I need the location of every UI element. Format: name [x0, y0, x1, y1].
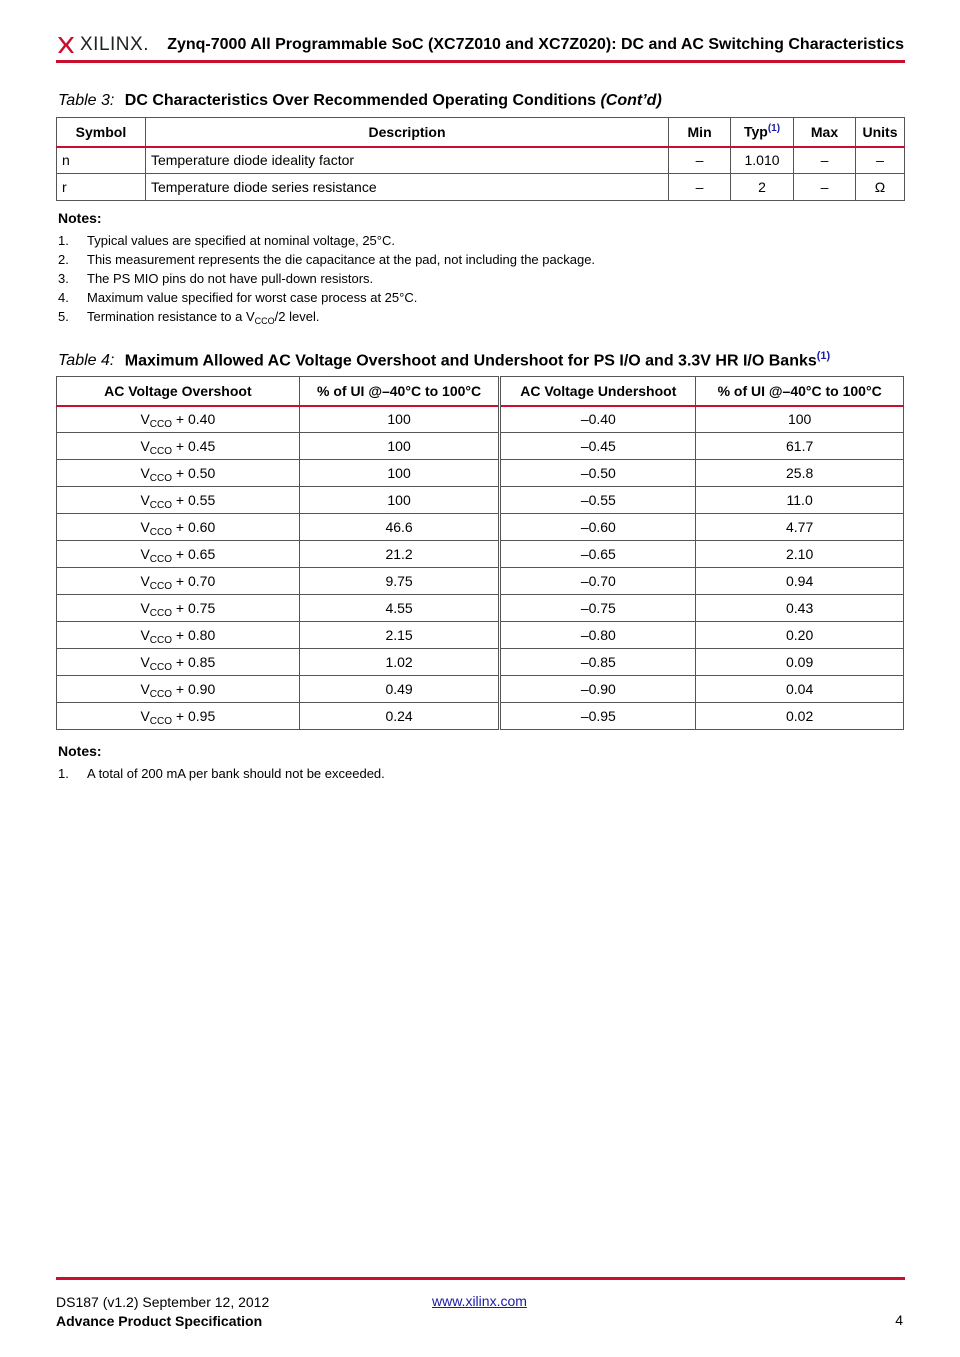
cell-overshoot-pct: 100	[299, 406, 500, 433]
cell-units: Ω	[855, 174, 904, 201]
cell-undershoot: –0.50	[500, 460, 696, 487]
vcco-sub: CCO	[149, 500, 173, 511]
overshoot-value: + 0.65	[172, 546, 216, 562]
table-row	[57, 541, 904, 568]
cell-overshoot	[57, 433, 300, 460]
overshoot-value: + 0.75	[172, 600, 216, 616]
table-row	[57, 622, 904, 649]
overshoot-value: + 0.70	[172, 573, 216, 589]
cell-undershoot-pct: 0.04	[696, 676, 904, 703]
vcco-sub: CCO	[149, 662, 173, 673]
cell-overshoot-pct: 21.2	[299, 541, 500, 568]
cell-description: Temperature diode ideality factor	[145, 147, 668, 174]
cell-overshoot-pct: 2.15	[299, 622, 500, 649]
vcco-sub: CCO	[149, 608, 173, 619]
cell-undershoot: –0.90	[500, 676, 696, 703]
note-item	[58, 309, 319, 324]
table4-title: Maximum Allowed AC Voltage Overshoot and Undershoot for PS I/O and 3.3V HR I/O Banks	[124, 352, 817, 370]
note-text: This measurement represents the die capacitance at the pad, not including the package.	[87, 252, 596, 267]
table4-footnote-ref[interactable]: (1)	[816, 350, 831, 362]
note-number: 1.	[58, 766, 69, 781]
vcco-prefix: V	[140, 681, 150, 697]
cell-undershoot-pct: 0.43	[696, 595, 904, 622]
footer-rule	[56, 1277, 905, 1280]
vcco-prefix: V	[140, 465, 150, 481]
cell-overshoot-pct: 0.49	[299, 676, 500, 703]
cell-undershoot: –0.55	[500, 487, 696, 514]
vcco-sub: CCO	[149, 419, 173, 431]
document-title: Zynq-7000 All Programmable SoC (XC7Z010 and XC7Z020): DC and AC Switching Characteristics	[167, 36, 904, 53]
overshoot-value: + 0.80	[172, 627, 216, 643]
table-row	[57, 568, 904, 595]
vcco-sub: CCO	[149, 716, 173, 727]
vcco-prefix: V	[140, 600, 150, 616]
col-undershoot-pct: % of UI @–40°C to 100°C	[696, 377, 904, 406]
table3-cont: (Cont’d)	[600, 92, 662, 109]
vcco-prefix: V	[140, 546, 150, 562]
cell-undershoot: –0.80	[500, 622, 696, 649]
vcco-prefix: V	[140, 627, 150, 643]
xilinx-logo	[56, 34, 149, 56]
cell-overshoot	[57, 676, 300, 703]
cell-overshoot-pct: 100	[299, 433, 500, 460]
cell-undershoot-pct: 61.7	[696, 433, 904, 460]
note-number: 5.	[58, 309, 69, 324]
table4-notes-title: Notes:	[58, 743, 102, 759]
vcco-prefix: V	[140, 573, 150, 589]
footer-spec: Advance Product Specification	[56, 1313, 263, 1329]
cell-undershoot-pct: 4.77	[696, 514, 904, 541]
cell-undershoot-pct: 11.0	[696, 487, 904, 514]
cell-undershoot-pct: 25.8	[696, 460, 904, 487]
cell-max: –	[794, 147, 856, 174]
cell-undershoot: –0.45	[500, 433, 696, 460]
cell-overshoot	[57, 460, 300, 487]
table4-label: Table 4:	[58, 352, 115, 370]
note-item	[58, 252, 595, 267]
cell-undershoot-pct: 0.20	[696, 622, 904, 649]
col-units: Units	[855, 118, 904, 147]
table3-header-row	[57, 118, 905, 147]
cell-symbol: n	[57, 147, 146, 174]
overshoot-value: + 0.50	[172, 465, 216, 481]
cell-undershoot-pct: 0.09	[696, 649, 904, 676]
vcco-sub: CCO	[149, 581, 173, 592]
cell-overshoot	[57, 568, 300, 595]
col-symbol: Symbol	[57, 118, 146, 147]
cell-undershoot: –0.75	[500, 595, 696, 622]
table3-notes-title: Notes:	[58, 210, 102, 226]
cell-overshoot-pct: 46.6	[299, 514, 500, 541]
note-number: 1.	[58, 233, 69, 248]
col-max: Max	[794, 118, 856, 147]
table-row	[57, 460, 904, 487]
cell-overshoot-pct: 9.75	[299, 568, 500, 595]
cell-overshoot-pct: 0.24	[299, 703, 500, 730]
overshoot-value: + 0.90	[172, 681, 216, 697]
note-text-sub: CCO	[254, 316, 275, 326]
col-overshoot: AC Voltage Overshoot	[57, 377, 300, 406]
table3-title: DC Characteristics Over Recommended Operating Conditions	[124, 92, 597, 109]
cell-undershoot: –0.95	[500, 703, 696, 730]
table4-header-row	[57, 377, 904, 406]
cell-symbol: r	[57, 174, 146, 201]
col-typ	[731, 118, 794, 147]
vcco-sub: CCO	[149, 689, 173, 700]
note-text: Typical values are specified at nominal voltage, 25°C.	[87, 233, 395, 248]
note-item	[58, 766, 385, 781]
footer-doc-id: DS187 (v1.2) September 12, 2012	[56, 1294, 270, 1310]
typ-footnote-ref[interactable]: (1)	[767, 123, 781, 135]
cell-undershoot: –0.85	[500, 649, 696, 676]
overshoot-value: + 0.55	[172, 492, 216, 508]
cell-overshoot	[57, 595, 300, 622]
note-text: The PS MIO pins do not have pull-down resistors.	[87, 271, 374, 286]
table4	[56, 376, 904, 730]
note-item	[58, 271, 373, 286]
cell-overshoot-pct: 100	[299, 487, 500, 514]
page-number: 4	[895, 1312, 903, 1328]
table3	[56, 117, 905, 201]
note-number: 2.	[58, 252, 69, 267]
table-row	[57, 406, 904, 433]
note-text-post: /2 level.	[274, 309, 320, 324]
cell-typ: 2	[731, 174, 794, 201]
col-undershoot: AC Voltage Undershoot	[500, 377, 696, 406]
table-row	[57, 487, 904, 514]
vcco-sub: CCO	[149, 446, 173, 457]
cell-overshoot	[57, 406, 300, 433]
table-row	[57, 676, 904, 703]
table3-caption	[58, 92, 662, 110]
table3-label: Table 3:	[58, 92, 115, 109]
cell-overshoot	[57, 649, 300, 676]
footer-website-link[interactable]: www.xilinx.com	[432, 1293, 527, 1309]
note-text-pre: Termination resistance to a V	[87, 309, 255, 324]
cell-overshoot	[57, 514, 300, 541]
vcco-prefix: V	[140, 411, 150, 428]
cell-undershoot: –0.65	[500, 541, 696, 568]
cell-undershoot-pct: 0.02	[696, 703, 904, 730]
vcco-sub: CCO	[149, 554, 173, 565]
note-item	[58, 290, 417, 305]
col-min: Min	[669, 118, 731, 147]
vcco-sub: CCO	[149, 473, 173, 484]
cell-min: –	[669, 147, 731, 174]
overshoot-value: + 0.85	[172, 654, 216, 670]
overshoot-value: + 0.45	[172, 438, 216, 454]
vcco-prefix: V	[140, 519, 150, 535]
xilinx-logo-icon	[56, 35, 76, 55]
note-number: 4.	[58, 290, 69, 305]
footer-info	[56, 1293, 269, 1331]
col-overshoot-pct: % of UI @–40°C to 100°C	[299, 377, 500, 406]
table-row	[57, 649, 904, 676]
cell-undershoot-pct: 2.10	[696, 541, 904, 568]
cell-min: –	[669, 174, 731, 201]
cell-max: –	[794, 174, 856, 201]
table-row	[57, 433, 904, 460]
table4-caption	[58, 350, 830, 370]
cell-undershoot-pct: 0.94	[696, 568, 904, 595]
cell-overshoot	[57, 703, 300, 730]
cell-overshoot	[57, 541, 300, 568]
vcco-sub: CCO	[149, 635, 173, 646]
vcco-sub: CCO	[149, 527, 173, 538]
overshoot-value: + 0.60	[172, 519, 216, 535]
table-row	[57, 703, 904, 730]
note-text	[87, 309, 319, 324]
overshoot-value: + 0.95	[172, 708, 216, 724]
cell-overshoot	[57, 487, 300, 514]
col-description: Description	[145, 118, 668, 147]
vcco-prefix: V	[140, 492, 150, 508]
cell-undershoot: –0.70	[500, 568, 696, 595]
logo-text: XILINX.	[80, 34, 149, 55]
note-number: 3.	[58, 271, 69, 286]
vcco-prefix: V	[140, 654, 150, 670]
cell-description: Temperature diode series resistance	[145, 174, 668, 201]
table-row	[57, 595, 904, 622]
vcco-prefix: V	[140, 708, 150, 724]
col-typ-label: Typ	[743, 124, 768, 141]
cell-units: –	[855, 147, 904, 174]
vcco-prefix: V	[140, 438, 150, 454]
overshoot-value: + 0.40	[172, 411, 216, 428]
cell-undershoot-pct: 100	[696, 406, 904, 433]
note-text: Maximum value specified for worst case process at 25°C.	[87, 290, 418, 305]
cell-undershoot: –0.40	[500, 406, 696, 433]
note-item	[58, 233, 395, 248]
cell-overshoot	[57, 622, 300, 649]
table-row	[57, 514, 904, 541]
table-row	[57, 147, 905, 174]
cell-undershoot: –0.60	[500, 514, 696, 541]
cell-typ: 1.010	[731, 147, 794, 174]
cell-overshoot-pct: 100	[299, 460, 500, 487]
cell-overshoot-pct: 4.55	[299, 595, 500, 622]
page-header	[56, 32, 904, 62]
table4-body	[57, 406, 904, 730]
header-rule	[56, 60, 905, 63]
note-text: A total of 200 mA per bank should not be exceeded.	[87, 766, 385, 781]
table-row	[57, 174, 905, 201]
cell-overshoot-pct: 1.02	[299, 649, 500, 676]
